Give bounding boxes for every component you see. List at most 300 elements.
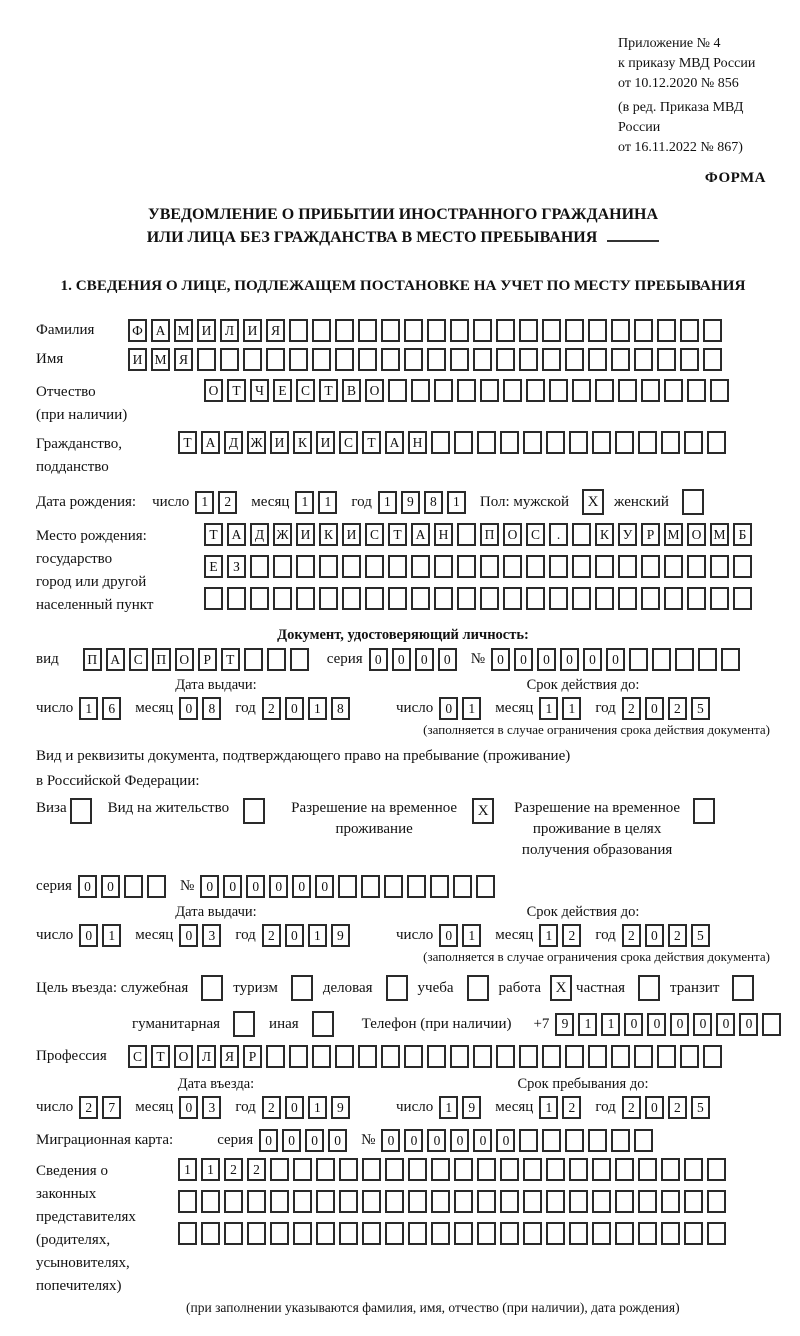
char-cell[interactable]: 1 (308, 697, 327, 720)
char-cell[interactable] (450, 348, 469, 371)
char-cell[interactable] (339, 1222, 358, 1245)
char-cell[interactable] (365, 587, 384, 610)
stay-day-input[interactable] (439, 1096, 485, 1119)
char-cell[interactable] (224, 1190, 243, 1213)
char-cell[interactable]: 5 (691, 697, 710, 720)
char-cell[interactable] (661, 1222, 680, 1245)
edu-permit-checkbox[interactable] (693, 798, 715, 824)
char-cell[interactable] (270, 1222, 289, 1245)
char-cell[interactable] (220, 348, 239, 371)
char-cell[interactable] (592, 1222, 611, 1245)
identity-expiry-year[interactable] (622, 697, 714, 720)
char-cell[interactable]: И (316, 431, 335, 454)
char-cell[interactable]: 1 (378, 491, 397, 514)
char-cell[interactable]: 3 (202, 1096, 221, 1119)
stay-year-input[interactable] (622, 1096, 714, 1119)
char-cell[interactable] (362, 1158, 381, 1181)
char-cell[interactable] (523, 431, 542, 454)
char-cell[interactable]: 0 (315, 875, 334, 898)
char-cell[interactable] (611, 1045, 630, 1068)
char-cell[interactable] (707, 1158, 726, 1181)
residence-issue-day[interactable] (79, 924, 125, 947)
char-cell[interactable] (592, 431, 611, 454)
char-cell[interactable] (358, 319, 377, 342)
char-cell[interactable] (362, 1222, 381, 1245)
sex-female-checkbox[interactable] (682, 489, 704, 515)
char-cell[interactable]: А (151, 319, 170, 342)
char-cell[interactable]: 0 (404, 1129, 423, 1152)
char-cell[interactable] (500, 1190, 519, 1213)
char-cell[interactable] (477, 431, 496, 454)
char-cell[interactable]: 0 (179, 924, 198, 947)
char-cell[interactable] (519, 1045, 538, 1068)
char-cell[interactable] (680, 348, 699, 371)
char-cell[interactable]: 1 (178, 1158, 197, 1181)
char-cell[interactable]: Т (388, 523, 407, 546)
char-cell[interactable]: Т (178, 431, 197, 454)
char-cell[interactable] (431, 431, 450, 454)
char-cell[interactable]: З (227, 555, 246, 578)
char-cell[interactable] (477, 1222, 496, 1245)
char-cell[interactable] (664, 379, 683, 402)
char-cell[interactable]: Р (641, 523, 660, 546)
char-cell[interactable]: 1 (539, 1096, 558, 1119)
char-cell[interactable]: . (549, 523, 568, 546)
char-cell[interactable]: 1 (539, 697, 558, 720)
char-cell[interactable] (384, 875, 403, 898)
char-cell[interactable] (634, 1045, 653, 1068)
sex-male-checkbox[interactable]: X (582, 489, 604, 515)
char-cell[interactable] (427, 348, 446, 371)
char-cell[interactable] (335, 1045, 354, 1068)
char-cell[interactable] (388, 587, 407, 610)
char-cell[interactable]: О (174, 1045, 193, 1068)
char-cell[interactable] (290, 648, 309, 671)
char-cell[interactable]: Н (434, 523, 453, 546)
char-cell[interactable] (319, 555, 338, 578)
char-cell[interactable] (450, 319, 469, 342)
char-cell[interactable] (316, 1190, 335, 1213)
char-cell[interactable] (339, 1190, 358, 1213)
char-cell[interactable] (526, 379, 545, 402)
char-cell[interactable]: М (174, 319, 193, 342)
residence-expiry-month[interactable] (539, 924, 585, 947)
char-cell[interactable] (270, 1190, 289, 1213)
char-cell[interactable] (698, 648, 717, 671)
char-cell[interactable] (657, 1045, 676, 1068)
char-cell[interactable]: 0 (514, 648, 533, 671)
char-cell[interactable]: 0 (496, 1129, 515, 1152)
char-cell[interactable] (733, 587, 752, 610)
char-cell[interactable] (615, 1190, 634, 1213)
char-cell[interactable]: Ж (247, 431, 266, 454)
char-cell[interactable] (477, 1158, 496, 1181)
char-cell[interactable]: С (129, 648, 148, 671)
char-cell[interactable]: 0 (246, 875, 265, 898)
char-cell[interactable] (454, 1158, 473, 1181)
identity-issue-year[interactable] (262, 697, 354, 720)
char-cell[interactable]: С (526, 523, 545, 546)
char-cell[interactable]: 2 (562, 924, 581, 947)
char-cell[interactable] (453, 875, 472, 898)
char-cell[interactable]: 0 (645, 1096, 664, 1119)
char-cell[interactable]: 0 (537, 648, 556, 671)
char-cell[interactable] (250, 555, 269, 578)
char-cell[interactable]: М (664, 523, 683, 546)
char-cell[interactable]: П (152, 648, 171, 671)
char-cell[interactable]: Л (220, 319, 239, 342)
char-cell[interactable]: 0 (200, 875, 219, 898)
char-cell[interactable] (480, 379, 499, 402)
char-cell[interactable]: М (151, 348, 170, 371)
char-cell[interactable] (430, 875, 449, 898)
char-cell[interactable] (588, 348, 607, 371)
char-cell[interactable] (588, 1045, 607, 1068)
residence-issue-month[interactable] (179, 924, 225, 947)
char-cell[interactable] (572, 555, 591, 578)
char-cell[interactable]: 0 (670, 1013, 689, 1036)
char-cell[interactable] (454, 1190, 473, 1213)
char-cell[interactable]: 1 (562, 697, 581, 720)
char-cell[interactable] (657, 348, 676, 371)
residence-number-input[interactable] (200, 875, 499, 898)
entry-day-input[interactable] (79, 1096, 125, 1119)
char-cell[interactable] (339, 1158, 358, 1181)
char-cell[interactable] (473, 319, 492, 342)
birth-year-input[interactable] (378, 491, 470, 514)
char-cell[interactable]: 0 (282, 1129, 301, 1152)
char-cell[interactable] (312, 319, 331, 342)
char-cell[interactable] (404, 1045, 423, 1068)
char-cell[interactable] (427, 1045, 446, 1068)
char-cell[interactable] (503, 555, 522, 578)
char-cell[interactable]: 2 (262, 697, 281, 720)
guardians-row2[interactable] (178, 1190, 730, 1213)
char-cell[interactable]: 0 (78, 875, 97, 898)
char-cell[interactable] (381, 1045, 400, 1068)
char-cell[interactable] (703, 348, 722, 371)
birth-place-row3[interactable] (204, 587, 756, 610)
char-cell[interactable]: Д (250, 523, 269, 546)
char-cell[interactable] (675, 648, 694, 671)
char-cell[interactable] (595, 379, 614, 402)
char-cell[interactable] (385, 1190, 404, 1213)
char-cell[interactable]: 1 (195, 491, 214, 514)
char-cell[interactable]: С (296, 379, 315, 402)
char-cell[interactable] (680, 1045, 699, 1068)
char-cell[interactable] (434, 379, 453, 402)
char-cell[interactable] (147, 875, 166, 898)
char-cell[interactable] (500, 1158, 519, 1181)
entry-month-input[interactable] (179, 1096, 225, 1119)
char-cell[interactable]: 1 (578, 1013, 597, 1036)
purpose-other-checkbox[interactable] (312, 1011, 334, 1037)
char-cell[interactable]: 1 (318, 491, 337, 514)
char-cell[interactable]: 0 (305, 1129, 324, 1152)
birth-place-row2[interactable] (204, 555, 756, 578)
char-cell[interactable] (634, 348, 653, 371)
purpose-tourism-checkbox[interactable] (291, 975, 313, 1001)
char-cell[interactable] (342, 587, 361, 610)
char-cell[interactable] (519, 348, 538, 371)
char-cell[interactable] (342, 555, 361, 578)
profession-input[interactable] (128, 1045, 726, 1068)
char-cell[interactable]: И (243, 319, 262, 342)
char-cell[interactable]: 2 (247, 1158, 266, 1181)
char-cell[interactable] (293, 1190, 312, 1213)
char-cell[interactable]: 0 (645, 924, 664, 947)
char-cell[interactable] (664, 587, 683, 610)
visa-checkbox[interactable] (70, 798, 92, 824)
char-cell[interactable] (289, 1045, 308, 1068)
char-cell[interactable] (273, 555, 292, 578)
char-cell[interactable]: А (385, 431, 404, 454)
char-cell[interactable] (618, 587, 637, 610)
char-cell[interactable] (319, 587, 338, 610)
char-cell[interactable] (496, 1045, 515, 1068)
char-cell[interactable] (652, 648, 671, 671)
char-cell[interactable] (411, 379, 430, 402)
char-cell[interactable] (572, 587, 591, 610)
char-cell[interactable] (473, 1045, 492, 1068)
char-cell[interactable] (634, 319, 653, 342)
birth-month-input[interactable] (295, 491, 341, 514)
char-cell[interactable]: А (227, 523, 246, 546)
char-cell[interactable]: Б (733, 523, 752, 546)
char-cell[interactable]: 0 (624, 1013, 643, 1036)
char-cell[interactable] (569, 1190, 588, 1213)
char-cell[interactable]: 2 (668, 697, 687, 720)
char-cell[interactable]: 1 (539, 924, 558, 947)
char-cell[interactable]: И (270, 431, 289, 454)
char-cell[interactable]: 8 (424, 491, 443, 514)
char-cell[interactable]: И (296, 523, 315, 546)
char-cell[interactable] (710, 555, 729, 578)
char-cell[interactable] (638, 1158, 657, 1181)
char-cell[interactable] (680, 319, 699, 342)
char-cell[interactable]: К (595, 523, 614, 546)
char-cell[interactable] (641, 555, 660, 578)
char-cell[interactable]: 3 (202, 924, 221, 947)
char-cell[interactable] (641, 587, 660, 610)
char-cell[interactable]: 0 (647, 1013, 666, 1036)
char-cell[interactable] (496, 319, 515, 342)
char-cell[interactable] (611, 1129, 630, 1152)
char-cell[interactable] (565, 1129, 584, 1152)
char-cell[interactable] (542, 1045, 561, 1068)
char-cell[interactable]: 2 (224, 1158, 243, 1181)
char-cell[interactable]: Ж (273, 523, 292, 546)
name-input[interactable] (128, 348, 726, 371)
char-cell[interactable]: 0 (285, 697, 304, 720)
purpose-work-checkbox[interactable]: X (550, 975, 572, 1001)
char-cell[interactable]: Т (319, 379, 338, 402)
char-cell[interactable] (227, 587, 246, 610)
char-cell[interactable] (312, 1045, 331, 1068)
char-cell[interactable] (549, 379, 568, 402)
char-cell[interactable] (542, 1129, 561, 1152)
char-cell[interactable]: С (339, 431, 358, 454)
char-cell[interactable] (473, 348, 492, 371)
identity-issue-month[interactable] (179, 697, 225, 720)
birth-place-row1[interactable] (204, 523, 756, 546)
char-cell[interactable] (615, 1158, 634, 1181)
char-cell[interactable]: 1 (79, 697, 98, 720)
char-cell[interactable] (273, 587, 292, 610)
char-cell[interactable]: 1 (447, 491, 466, 514)
char-cell[interactable] (404, 348, 423, 371)
char-cell[interactable] (267, 648, 286, 671)
char-cell[interactable] (411, 587, 430, 610)
char-cell[interactable] (316, 1222, 335, 1245)
char-cell[interactable] (592, 1190, 611, 1213)
phone-input[interactable] (555, 1013, 785, 1036)
char-cell[interactable] (733, 555, 752, 578)
char-cell[interactable] (707, 1190, 726, 1213)
char-cell[interactable] (703, 1045, 722, 1068)
char-cell[interactable]: 2 (668, 924, 687, 947)
char-cell[interactable]: 9 (331, 924, 350, 947)
char-cell[interactable]: 9 (462, 1096, 481, 1119)
char-cell[interactable] (500, 431, 519, 454)
char-cell[interactable] (247, 1190, 266, 1213)
char-cell[interactable] (427, 319, 446, 342)
doc-serie-input[interactable] (369, 648, 461, 671)
char-cell[interactable]: Я (174, 348, 193, 371)
doc-number-input[interactable] (491, 648, 744, 671)
char-cell[interactable] (549, 555, 568, 578)
stay-month-input[interactable] (539, 1096, 585, 1119)
char-cell[interactable]: П (83, 648, 102, 671)
char-cell[interactable]: С (365, 523, 384, 546)
char-cell[interactable]: Я (266, 319, 285, 342)
char-cell[interactable] (480, 555, 499, 578)
char-cell[interactable] (565, 1045, 584, 1068)
char-cell[interactable]: 0 (583, 648, 602, 671)
char-cell[interactable]: 9 (401, 491, 420, 514)
char-cell[interactable] (408, 1158, 427, 1181)
char-cell[interactable]: Л (197, 1045, 216, 1068)
char-cell[interactable]: Е (204, 555, 223, 578)
purpose-official-checkbox[interactable] (201, 975, 223, 1001)
char-cell[interactable]: 2 (79, 1096, 98, 1119)
residence-permit-checkbox[interactable] (243, 798, 265, 824)
char-cell[interactable] (289, 319, 308, 342)
char-cell[interactable]: А (106, 648, 125, 671)
char-cell[interactable] (358, 348, 377, 371)
char-cell[interactable]: 0 (491, 648, 510, 671)
char-cell[interactable] (197, 348, 216, 371)
char-cell[interactable]: 0 (223, 875, 242, 898)
char-cell[interactable]: 1 (308, 924, 327, 947)
char-cell[interactable] (362, 1190, 381, 1213)
char-cell[interactable] (312, 348, 331, 371)
char-cell[interactable]: 0 (439, 924, 458, 947)
char-cell[interactable] (684, 1158, 703, 1181)
char-cell[interactable] (546, 1222, 565, 1245)
char-cell[interactable]: 0 (739, 1013, 758, 1036)
char-cell[interactable] (618, 379, 637, 402)
char-cell[interactable]: 0 (560, 648, 579, 671)
char-cell[interactable]: 0 (392, 648, 411, 671)
char-cell[interactable] (546, 431, 565, 454)
doc-kind-input[interactable] (83, 648, 313, 671)
char-cell[interactable] (615, 431, 634, 454)
char-cell[interactable]: 5 (691, 1096, 710, 1119)
char-cell[interactable] (385, 1222, 404, 1245)
char-cell[interactable] (434, 555, 453, 578)
char-cell[interactable] (266, 1045, 285, 1068)
char-cell[interactable]: Т (221, 648, 240, 671)
char-cell[interactable]: Т (151, 1045, 170, 1068)
char-cell[interactable] (657, 319, 676, 342)
char-cell[interactable] (707, 431, 726, 454)
char-cell[interactable]: 0 (693, 1013, 712, 1036)
char-cell[interactable]: 0 (285, 1096, 304, 1119)
char-cell[interactable] (385, 1158, 404, 1181)
char-cell[interactable] (661, 1158, 680, 1181)
purpose-transit-checkbox[interactable] (732, 975, 754, 1001)
char-cell[interactable]: К (293, 431, 312, 454)
char-cell[interactable]: Я (220, 1045, 239, 1068)
char-cell[interactable] (569, 1158, 588, 1181)
char-cell[interactable] (572, 523, 591, 546)
purpose-business-checkbox[interactable] (386, 975, 408, 1001)
char-cell[interactable]: 1 (462, 924, 481, 947)
char-cell[interactable] (661, 1190, 680, 1213)
char-cell[interactable] (523, 1158, 542, 1181)
char-cell[interactable] (592, 1158, 611, 1181)
char-cell[interactable] (526, 587, 545, 610)
char-cell[interactable]: 1 (439, 1096, 458, 1119)
char-cell[interactable]: Ч (250, 379, 269, 402)
char-cell[interactable]: 0 (606, 648, 625, 671)
char-cell[interactable] (335, 319, 354, 342)
char-cell[interactable] (204, 587, 223, 610)
char-cell[interactable] (523, 1222, 542, 1245)
char-cell[interactable]: 0 (269, 875, 288, 898)
char-cell[interactable]: 1 (308, 1096, 327, 1119)
char-cell[interactable] (542, 319, 561, 342)
char-cell[interactable]: 0 (427, 1129, 446, 1152)
char-cell[interactable]: 0 (439, 697, 458, 720)
char-cell[interactable] (296, 555, 315, 578)
char-cell[interactable] (546, 1158, 565, 1181)
birth-day-input[interactable] (195, 491, 241, 514)
residence-issue-year[interactable] (262, 924, 354, 947)
char-cell[interactable] (519, 1129, 538, 1152)
purpose-humanitarian-checkbox[interactable] (233, 1011, 255, 1037)
char-cell[interactable]: 1 (601, 1013, 620, 1036)
char-cell[interactable] (244, 648, 263, 671)
char-cell[interactable] (500, 1222, 519, 1245)
char-cell[interactable]: 8 (331, 697, 350, 720)
char-cell[interactable] (523, 1190, 542, 1213)
char-cell[interactable] (296, 587, 315, 610)
char-cell[interactable] (703, 319, 722, 342)
char-cell[interactable] (201, 1190, 220, 1213)
identity-expiry-month[interactable] (539, 697, 585, 720)
char-cell[interactable] (457, 379, 476, 402)
char-cell[interactable]: Е (273, 379, 292, 402)
residence-expiry-day[interactable] (439, 924, 485, 947)
char-cell[interactable] (503, 587, 522, 610)
char-cell[interactable]: 0 (285, 924, 304, 947)
identity-expiry-day[interactable] (439, 697, 485, 720)
identity-issue-day[interactable] (79, 697, 125, 720)
char-cell[interactable]: 0 (415, 648, 434, 671)
char-cell[interactable] (565, 348, 584, 371)
